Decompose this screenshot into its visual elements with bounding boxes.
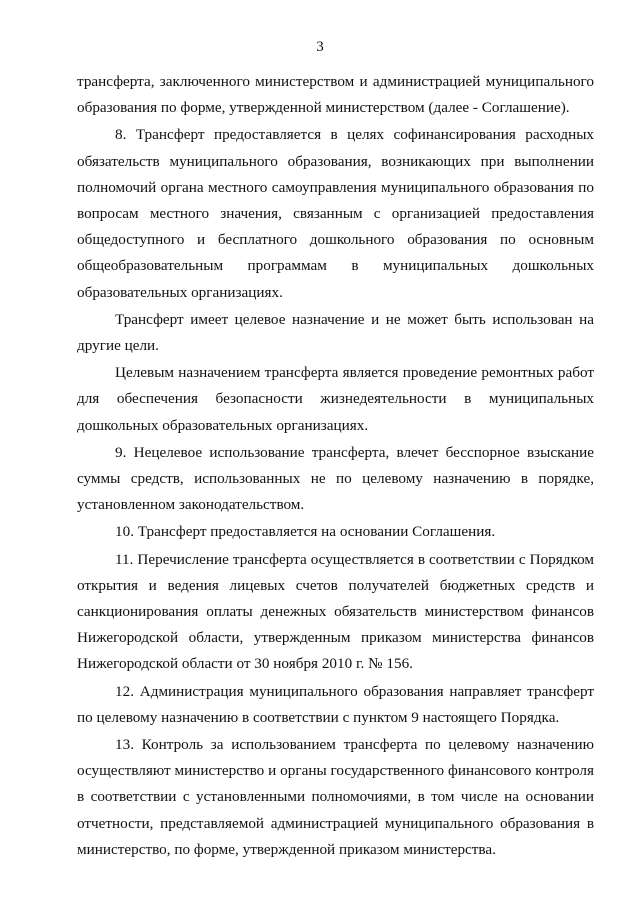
paragraph-8-purpose: Целевым назначением трансферта является проведение ремонтных работ для обеспечения безопасности жизнедеятельности в муниципальных дошкольных образовательных организациях.	[77, 364, 594, 434]
paragraph-13: 13. Контроль за использованием трансферта по целевому назначению осуществляют министерство и органы государственного финансового контроля в соответствии с установленными полномочиями, в том числе на основании отчетности, представляемой администрацией муниципального образования в министерство, по форме, утвержденной приказом министерства.	[77, 736, 594, 858]
paragraph-9: 9. Нецелевое использование трансферта, влечет бесспорное взыскание суммы средств, использованных не по целевому назначению в порядке, установленном законодательством.	[77, 443, 594, 514]
paragraph-10: 10. Трансферт предоставляется на основании Соглашения.	[115, 523, 496, 541]
document-body	[77, 69, 594, 863]
page-number: 3	[316, 39, 324, 55]
paragraph-11: 11. Перечисление трансферта осуществляется в соответствии с Порядком открытия и ведения лицевых счетов получателей бюджетных средств и санкционирования оплаты денежных обязательств министерством финансов Нижегородской области, утвержденным приказом министерства финансов Нижегородской области от 30 ноября 2010 г. № 156.	[77, 550, 594, 673]
paragraph-12: 12. Администрация муниципального образования направляет трансферт по целевому назначению в соответствии с пунктом 9 настоящего Порядка.	[77, 682, 594, 726]
paragraph-continuation: трансферта, заключенного министерством и администрацией муниципального образования по форме, утвержденной министерством (далее - Соглашение).	[77, 73, 594, 117]
paragraph-8: 8. Трансферт предоставляется в целях софинансирования расходных обязательств муниципального образования, возникающих при выполнении полномочий органа местного самоуправления муниципального образования по вопросам местного значения, связанным с организацией предоставления общедоступного и бесплатного дошкольного образования по основным общеобразовательным программам в муниципальных дошкольных образовательных организациях.	[77, 126, 594, 301]
paragraph-8-target: Трансферт имеет целевое назначение и не может быть использован на другие цели.	[77, 310, 594, 355]
